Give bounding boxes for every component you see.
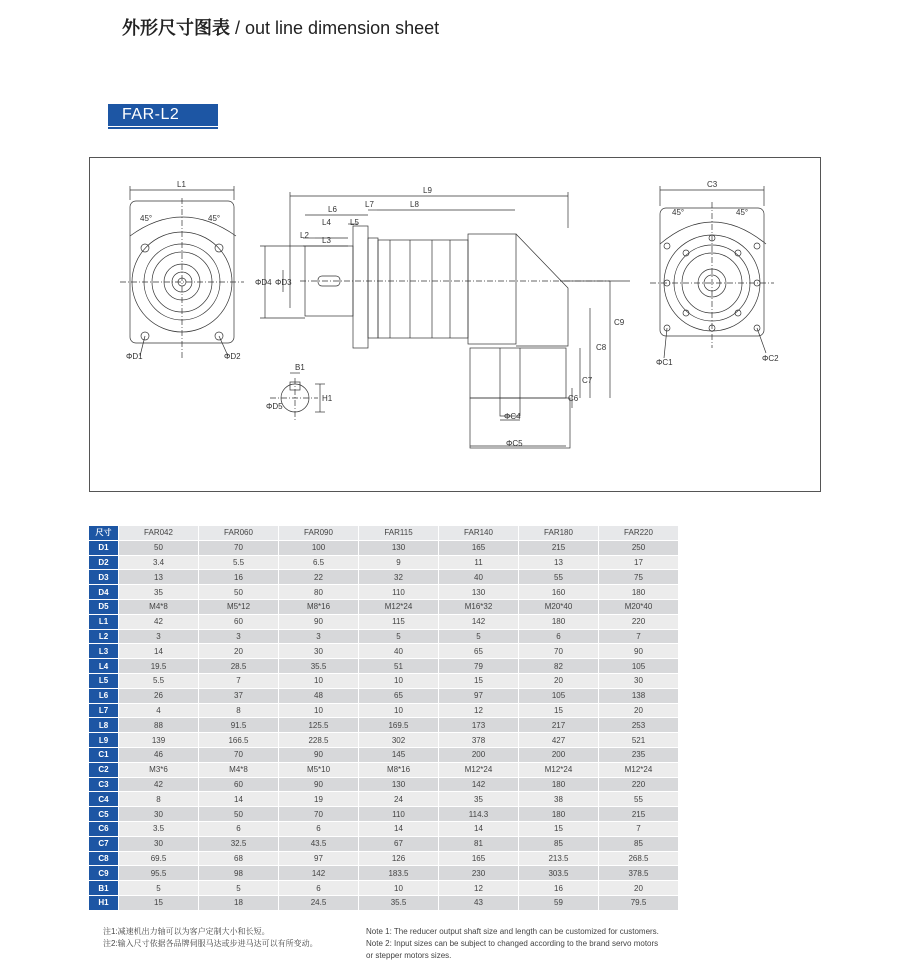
table-cell: 19 [279,792,359,807]
table-row [89,881,679,896]
table-row [89,585,679,600]
table-cell: 5.5 [199,555,279,570]
table-cell: 3 [199,629,279,644]
row-label: C1 [89,747,119,762]
table-cell: 8 [199,703,279,718]
label-C6: C6 [568,394,579,403]
table-cell: 378.5 [599,866,679,881]
table-cell: 427 [519,733,599,748]
table-cell: 110 [359,807,439,822]
table-cell: 110 [359,585,439,600]
column-header: FAR140 [439,526,519,541]
table-cell: 7 [599,821,679,836]
table-cell: 55 [519,570,599,585]
table-cell: 521 [599,733,679,748]
table-cell: 16 [519,881,599,896]
table-row [89,836,679,851]
row-label: C2 [89,762,119,777]
notes-cn [103,926,318,950]
table-cell: M12*24 [359,599,439,614]
table-cell: 114.3 [439,807,519,822]
table-cell: 46 [119,747,199,762]
table-row [89,895,679,910]
table-row [89,703,679,718]
table-cell: 253 [599,718,679,733]
table-cell: 3.4 [119,555,199,570]
table-row [89,659,679,674]
row-label: C4 [89,792,119,807]
row-label: H1 [89,895,119,910]
table-cell: 67 [359,836,439,851]
dimension-drawing [89,157,821,492]
table-row [89,792,679,807]
table-cell: M12*24 [439,762,519,777]
label-C2: ΦC2 [762,354,779,363]
table-cell: 12 [439,703,519,718]
table-row [89,629,679,644]
table-cell: 220 [599,614,679,629]
table-cell: 55 [599,792,679,807]
table-cell: 11 [439,555,519,570]
table-cell: 3 [119,629,199,644]
table-cell: 165 [439,540,519,555]
table-cell: 35.5 [279,659,359,674]
row-label: L2 [89,629,119,644]
table-cell: 139 [119,733,199,748]
table-cell: 91.5 [199,718,279,733]
table-cell: 97 [279,851,359,866]
table-cell: 22 [279,570,359,585]
table-cell: 10 [279,673,359,688]
table-cell: 14 [119,644,199,659]
table-cell: 37 [199,688,279,703]
label-L8: L8 [410,200,419,209]
table-cell: 65 [359,688,439,703]
table-cell: 70 [279,807,359,822]
angle-housing [470,348,566,398]
table-row [89,688,679,703]
table-cell: 15 [519,821,599,836]
table-row [89,614,679,629]
table-cell: 180 [519,807,599,822]
table-cell: 14 [199,792,279,807]
table-cell: 10 [279,703,359,718]
page-title [122,14,439,40]
table-cell: 95.5 [119,866,199,881]
table-cell: 130 [359,540,439,555]
table-cell: 5 [359,629,439,644]
notes-en [366,926,659,962]
table-cell: 30 [119,836,199,851]
table-cell: 98 [199,866,279,881]
table-cell: M20*40 [599,599,679,614]
table-header-row [89,526,679,541]
table-cell: M20*40 [519,599,599,614]
table-cell: M8*16 [279,599,359,614]
table-cell: 15 [439,673,519,688]
table-cell: 220 [599,777,679,792]
table-cell: 115 [359,614,439,629]
table-cell: 215 [599,807,679,822]
table-cell: 6.5 [279,555,359,570]
table-cell: 80 [279,585,359,600]
table-cell: 85 [519,836,599,851]
label-L1: L1 [177,180,186,189]
row-label: L1 [89,614,119,629]
table-cell: 88 [119,718,199,733]
table-cell: 145 [359,747,439,762]
table-cell: 142 [279,866,359,881]
table-cell: 3 [279,629,359,644]
table-cell: 200 [439,747,519,762]
table-cell: 180 [519,614,599,629]
table-cell: 200 [519,747,599,762]
table-row [89,866,679,881]
table-cell: M16*32 [439,599,519,614]
label-L3: L3 [322,236,331,245]
table-cell: 10 [359,673,439,688]
label-H1: H1 [322,394,333,403]
table-cell: 50 [199,585,279,600]
table-cell: 130 [439,585,519,600]
table-cell: 15 [119,895,199,910]
table-cell: 165 [439,851,519,866]
table-cell: 10 [359,881,439,896]
table-cell: 17 [599,555,679,570]
table-row [89,747,679,762]
table-cell: 230 [439,866,519,881]
table-row [89,851,679,866]
row-label: D3 [89,570,119,585]
table-cell: 90 [599,644,679,659]
table-cell: 268.5 [599,851,679,866]
table-cell: 30 [279,644,359,659]
label-L2: L2 [300,231,309,240]
row-label: C5 [89,807,119,822]
table-cell: 30 [119,807,199,822]
table-cell: 85 [599,836,679,851]
table-cell: 26 [119,688,199,703]
gear-body [378,240,468,338]
label-D2: ΦD2 [224,352,241,361]
column-header: FAR090 [279,526,359,541]
table-cell: M12*24 [519,762,599,777]
row-label: L7 [89,703,119,718]
table-cell: 38 [519,792,599,807]
table-row [89,555,679,570]
table-cell: 43 [439,895,519,910]
table-cell: 169.5 [359,718,439,733]
row-label: C9 [89,866,119,881]
table-cell: 65 [439,644,519,659]
table-row [89,718,679,733]
row-label: C6 [89,821,119,836]
note-cn-2: 注2:输入尺寸依据各品牌伺服马达或步进马达可以有所变动。 [103,939,318,948]
table-cell: 68 [199,851,279,866]
table-corner: 尺寸 [89,526,119,541]
row-label: D5 [89,599,119,614]
row-label: L8 [89,718,119,733]
table-row [89,777,679,792]
table-cell: 20 [599,703,679,718]
table-cell: M8*16 [359,762,439,777]
note-en-2: Note 2: Input sizes can be subject to changed according to the brand servo motors [366,939,659,948]
table-cell: 13 [519,555,599,570]
label-C3: C3 [707,180,718,189]
table-cell: 126 [359,851,439,866]
table-row [89,570,679,585]
table-cell: 20 [519,673,599,688]
label-angle-right-1: 45° [672,208,685,217]
label-angle-left-2: 45° [208,214,221,223]
label-C7: C7 [582,376,593,385]
table-cell: 5 [439,629,519,644]
table-cell: 32 [359,570,439,585]
row-label: C8 [89,851,119,866]
row-label: D2 [89,555,119,570]
row-label: C3 [89,777,119,792]
table-cell: 97 [439,688,519,703]
table-cell: 6 [519,629,599,644]
label-angle-left-1: 45° [140,214,153,223]
table-cell: 378 [439,733,519,748]
table-cell: 90 [279,747,359,762]
table-cell: 60 [199,777,279,792]
table-cell: 138 [599,688,679,703]
table-cell: 302 [359,733,439,748]
table-cell: 90 [279,614,359,629]
table-cell: 15 [519,703,599,718]
table-cell: 24 [359,792,439,807]
table-cell: 28.5 [199,659,279,674]
table-cell: 50 [119,540,199,555]
model-tag: FAR-L2 [108,104,218,126]
label-C4: ΦC4 [504,412,521,421]
label-L9: L9 [423,186,432,195]
label-D3: ΦD3 [275,278,292,287]
table-cell: 35.5 [359,895,439,910]
table-cell: 3.5 [119,821,199,836]
title-separator: / [230,18,246,38]
table-cell: 79.5 [599,895,679,910]
note-en-3: or stepper motors sizes. [366,951,452,960]
table-cell: 40 [359,644,439,659]
table-cell: 166.5 [199,733,279,748]
column-header: FAR180 [519,526,599,541]
label-L4: L4 [322,218,331,227]
label-L5: L5 [350,218,359,227]
row-label: C7 [89,836,119,851]
table-cell: 20 [599,881,679,896]
table-cell: 160 [519,585,599,600]
table-row [89,807,679,822]
table-cell: 142 [439,777,519,792]
label-L6: L6 [328,205,337,214]
table-cell: 90 [279,777,359,792]
table-cell: 228.5 [279,733,359,748]
table-cell: 5 [119,881,199,896]
row-label: L4 [89,659,119,674]
table-cell: 14 [359,821,439,836]
table-cell: 105 [519,688,599,703]
row-label: L3 [89,644,119,659]
table-cell: 180 [519,777,599,792]
title-cn: 外形尺寸图表 [122,18,230,38]
table-cell: 69.5 [119,851,199,866]
table-row [89,762,679,777]
table-row [89,540,679,555]
label-angle-right-2: 45° [736,208,749,217]
table-cell: M4*8 [119,599,199,614]
table-cell: 50 [199,807,279,822]
table-cell: 235 [599,747,679,762]
table-cell: 43.5 [279,836,359,851]
row-label: L9 [89,733,119,748]
table-row [89,673,679,688]
title-en: out line dimension sheet [245,18,440,38]
note-cn-1: 注1:减速机出力轴可以为客户定制大小和长短。 [103,927,270,936]
table-cell: 19.5 [119,659,199,674]
table-cell: 142 [439,614,519,629]
column-header: FAR042 [119,526,199,541]
column-header: FAR060 [199,526,279,541]
table-cell: 5 [199,881,279,896]
table-cell: 14 [439,821,519,836]
table-cell: 9 [359,555,439,570]
table-cell: 6 [199,821,279,836]
table-body [89,540,679,910]
table-cell: 70 [199,540,279,555]
table-cell: M5*12 [199,599,279,614]
table-cell: 35 [439,792,519,807]
table-cell: 40 [439,570,519,585]
table-cell: 7 [599,629,679,644]
table-row [89,644,679,659]
label-C9: C9 [614,318,625,327]
table-cell: 10 [359,703,439,718]
table-cell: 100 [279,540,359,555]
label-C1: ΦC1 [656,358,673,367]
table-cell: 79 [439,659,519,674]
table-cell: 5.5 [119,673,199,688]
table-cell: 42 [119,777,199,792]
table-cell: M4*8 [199,762,279,777]
note-en-1: Note 1: The reducer output shaft size and length can be customized for customers. [366,927,659,936]
table-cell: 303.5 [519,866,599,881]
table-cell: 213.5 [519,851,599,866]
label-B1: B1 [295,363,305,372]
label-D1: ΦD1 [126,352,143,361]
table-cell: 12 [439,881,519,896]
table-cell: 250 [599,540,679,555]
label-C5: ΦC5 [506,439,523,448]
table-cell: 16 [199,570,279,585]
table-cell: 7 [199,673,279,688]
table-cell: 20 [199,644,279,659]
table-cell: 35 [119,585,199,600]
table-cell: 6 [279,821,359,836]
table-cell: 4 [119,703,199,718]
row-label: D4 [89,585,119,600]
table-cell: 59 [519,895,599,910]
table-cell: 70 [199,747,279,762]
table-cell: 105 [599,659,679,674]
table-cell: 173 [439,718,519,733]
drawing-svg [90,158,822,493]
table-cell: 130 [359,777,439,792]
table-cell: 42 [119,614,199,629]
label-L7: L7 [365,200,374,209]
table-cell: 125.5 [279,718,359,733]
table-row [89,599,679,614]
table-cell: 180 [599,585,679,600]
table-cell: M3*6 [119,762,199,777]
label-D5: ΦD5 [266,402,283,411]
table-cell: 18 [199,895,279,910]
row-label: D1 [89,540,119,555]
table-cell: 24.5 [279,895,359,910]
table-cell: 6 [279,881,359,896]
table-row [89,821,679,836]
table-cell: 81 [439,836,519,851]
row-label: L5 [89,673,119,688]
table-cell: 13 [119,570,199,585]
table-cell: 30 [599,673,679,688]
column-header: FAR220 [599,526,679,541]
label-C8: C8 [596,343,607,352]
table-cell: 48 [279,688,359,703]
table-cell: 82 [519,659,599,674]
table-cell: M12*24 [599,762,679,777]
table-cell: M5*10 [279,762,359,777]
table-cell: 217 [519,718,599,733]
table-row [89,733,679,748]
label-D4: ΦD4 [255,278,272,287]
table-cell: 75 [599,570,679,585]
table-cell: 51 [359,659,439,674]
table-cell: 32.5 [199,836,279,851]
row-label: L6 [89,688,119,703]
table-cell: 8 [119,792,199,807]
row-label: B1 [89,881,119,896]
table-cell: 183.5 [359,866,439,881]
table-cell: 215 [519,540,599,555]
table-cell: 70 [519,644,599,659]
column-header: FAR115 [359,526,439,541]
dimension-table [88,525,679,911]
table-cell: 60 [199,614,279,629]
